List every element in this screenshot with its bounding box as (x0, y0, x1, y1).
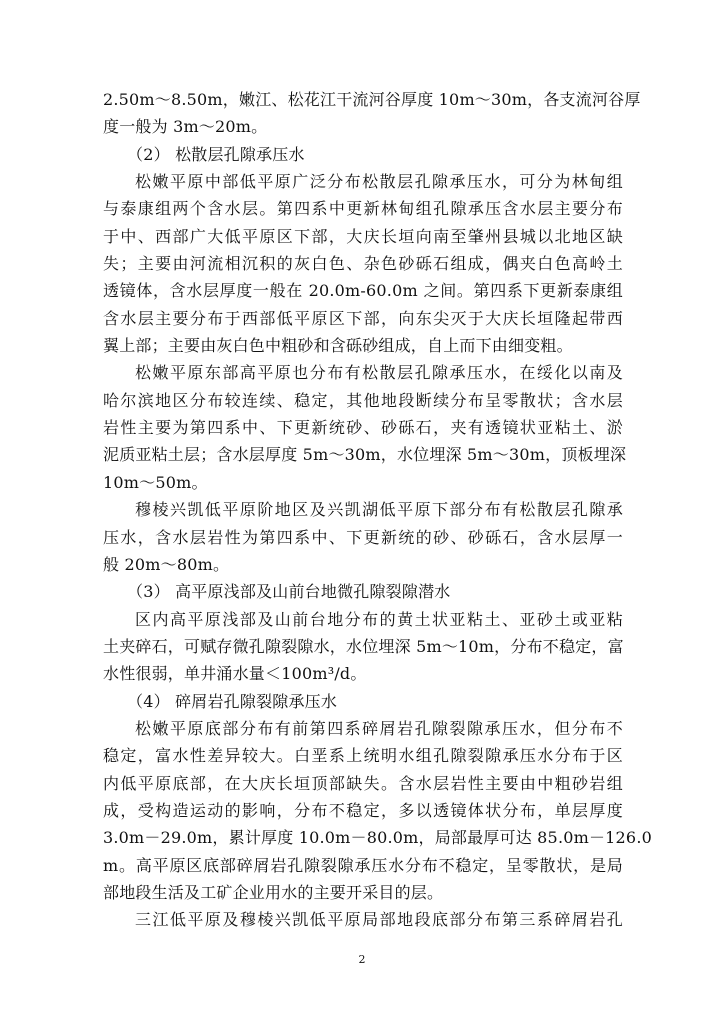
text-line: 水性很弱，单井涌水量＜100m³/d。 (103, 664, 367, 684)
text-line: 成，受构造运动的影响，分布不稳定，多以透镜体状分布，单层厚度 (103, 800, 623, 820)
text-line: 压水，含水层岩性为第四系中、下更新统的砂、砂砾石，含水层厚一 (103, 527, 623, 547)
text-line: 内低平原底部，在大庆长垣顶部缺失。含水层岩性主要由中粗砂岩组 (103, 773, 623, 793)
text-line: 部地段生活及工矿企业用水的主要开采目的层。 (103, 882, 444, 902)
text-line: m。高平原区底部碎屑岩孔隙裂隙承压水分布不稳定，呈零散状，是局 (103, 855, 623, 875)
text-line: 松嫩平原东部高平原也分布有松散层孔隙承压水，在绥化以南及 (135, 363, 623, 383)
section-heading: （2） 松散层孔隙承压水 (127, 144, 305, 164)
text-line: 翼上部；主要由灰白色中粗砂和含砾砂组成，自上而下由细变粗。 (103, 336, 573, 356)
text-line: 岩性主要为第四系中、下更新统砂、砂砾石，夹有透镜状亚粘土、淤 (103, 418, 623, 438)
text-line: 般 20m～80m。 (103, 554, 230, 574)
section-heading: （4） 碎屑岩孔隙裂隙承压水 (127, 691, 338, 711)
page-number: 2 (358, 953, 366, 966)
text-line: 区内高平原浅部及山前台地分布的黄土状亚粘土、亚砂土或亚粘 (135, 609, 623, 629)
text-line: 度一般为 3m～20m。 (103, 117, 268, 137)
text-line: 2.50m～8.50m，嫩江、松花江干流河谷厚度 10m～30m，各支流河谷厚 (103, 90, 641, 109)
text-line: 3.0m－29.0m，累计厚度 10.0m－80.0m，局部最厚可达 85.0m－126.0 (103, 828, 652, 848)
text-line: 透镜体，含水层厚度一般在 20.0m-60.0m 之间。第四系下更新泰康组 (103, 281, 623, 301)
text-line: 于中、西部广大低平原区下部，大庆长垣向南至肇州县城以北地区缺 (103, 226, 623, 246)
text-line: 含水层主要分布于西部低平原区下部，向东尖灭于大庆长垣隆起带西 (103, 308, 623, 328)
text-line: 泥质亚粘土层；含水层厚度 5m～30m，水位埋深 5m～30m，顶板埋深 (103, 445, 627, 465)
text-line: 土夹碎石，可赋存微孔隙裂隙水，水位埋深 5m～10m，分布不稳定，富 (103, 636, 624, 656)
document-body (103, 86, 652, 934)
text-line: 穆棱兴凯低平原阶地区及兴凯湖低平原下部分布有松散层孔隙承 (135, 500, 623, 520)
text-line: 哈尔滨地区分布较连续、稳定，其他地段断续分布呈零散状；含水层 (103, 390, 623, 410)
text-line: 松嫩平原底部分布有前第四系碎屑岩孔隙裂隙承压水，但分布不 (135, 718, 623, 738)
text-line: 与泰康组两个含水层。第四系中更新林甸组孔隙承压含水层主要分布 (103, 199, 623, 219)
text-line: 三江低平原及穆棱兴凯低平原局部地段底部分布第三系碎屑岩孔 (135, 910, 623, 930)
section-heading: （3） 高平原浅部及山前台地微孔隙裂隙潜水 (127, 582, 451, 602)
text-line: 10m～50m。 (103, 472, 208, 492)
text-line: 失；主要由河流相沉积的灰白色、杂色砂砾石组成，偶夹白色高岭土 (103, 254, 623, 274)
text-line: 稳定，富水性差异较大。白垩系上统明水组孔隙裂隙承压水分布于区 (103, 746, 623, 766)
text-line: 松嫩平原中部低平原广泛分布松散层孔隙承压水，可分为林甸组 (135, 172, 623, 192)
